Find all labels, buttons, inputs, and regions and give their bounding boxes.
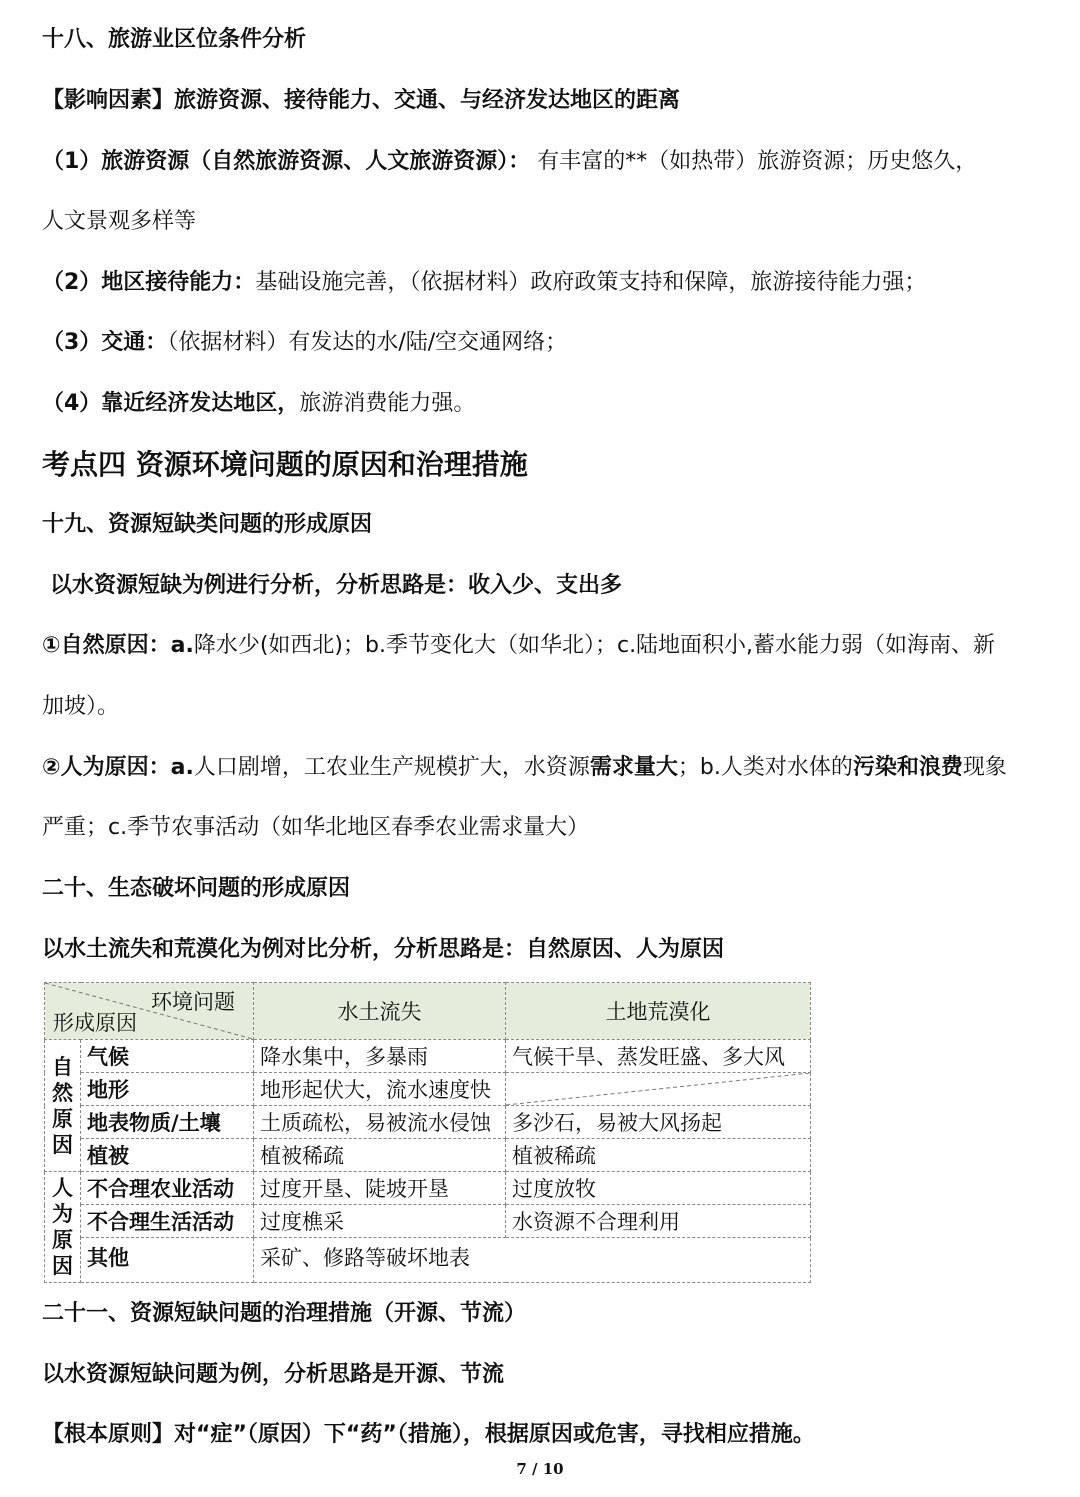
- soil-erosion-cell: 过度开垦、陡坡开垦: [254, 1172, 506, 1205]
- column-header-soil-erosion: 水土流失: [254, 983, 506, 1040]
- desertification-cell: 水资源不合理利用: [506, 1205, 811, 1238]
- human-causes-cont: 严重；c.季节农事活动（如华北地区春季农业需求量大）: [42, 815, 590, 840]
- section-18-point-4: [42, 389, 1060, 419]
- point-2-text: 基础设施完善，（依据材料）政府政策支持和保障，旅游接待能力强；: [255, 270, 927, 295]
- section-18-point-3: [42, 328, 1060, 358]
- page-number: 7 / 10: [516, 1460, 564, 1478]
- natural-causes-text: 降水少(如西北)；b.季节变化大（如华北）；c.陆地面积小,蓄水能力弱（如海南、新: [193, 633, 996, 658]
- point-3-text: （依据材料）有发达的水/陆/空交通网络；: [167, 330, 568, 355]
- factor-cell: 地表物质/土壤: [81, 1106, 254, 1139]
- section-21-intro: 以水资源短缺问题为例，分析思路是开源、节流: [42, 1362, 505, 1387]
- empty-cell-diagonal-line: [506, 1073, 810, 1105]
- section-18-point-1: [42, 147, 1060, 177]
- factor-cell: 地形: [81, 1073, 254, 1106]
- point-4-text: 旅游消费能力强。: [299, 391, 476, 416]
- section-18-point-2: [42, 268, 1060, 298]
- corner-top-label: 环境问题: [151, 990, 235, 1014]
- comparison-table: [44, 982, 811, 1283]
- factor-cell: 不合理生活活动: [81, 1205, 254, 1238]
- human-causes-label: ②人为原因：: [42, 755, 171, 780]
- section-18-title: 十八、旅游业区位条件分析: [42, 27, 307, 52]
- section-18-factors: 【影响因素】旅游资源、接待能力、交通、与经济发达地区的距离: [42, 88, 681, 113]
- desertification-cell: 多沙石，易被大风扬起: [506, 1106, 811, 1139]
- natural-causes-label: ①自然原因：: [42, 633, 171, 658]
- column-header-desertification: 土地荒漠化: [506, 983, 811, 1040]
- factor-cell: 不合理农业活动: [81, 1172, 254, 1205]
- point-2-label: （2）地区接待能力：: [42, 270, 256, 295]
- section-19-intro: 以水资源短缺为例进行分析，分析思路是：收入少、支出多: [50, 573, 623, 598]
- natural-causes-cont: 加坡）。: [42, 694, 120, 719]
- factor-cell: 气候: [81, 1040, 254, 1073]
- point-3-label: （3）交通：: [42, 330, 168, 355]
- soil-erosion-cell: 降水集中，多暴雨: [254, 1040, 506, 1073]
- factor-cell: 植被: [81, 1139, 254, 1172]
- soil-erosion-cell: 土质疏松，易被流水侵蚀: [254, 1106, 506, 1139]
- group-natural-causes: 自 然 原 因: [45, 1040, 81, 1172]
- group-human-causes: 人 为 原 因: [45, 1172, 81, 1283]
- point-1-text: 有丰富的**（如热带）旅游资源；历史悠久，: [530, 149, 978, 174]
- corner-bottom-label: 形成原因: [53, 1011, 137, 1035]
- soil-erosion-cell: 地形起伏大，流水速度快: [254, 1073, 506, 1106]
- key-point-4-title: 考点四 资源环境问题的原因和治理措施: [42, 448, 528, 481]
- table-corner-cell: [45, 983, 254, 1040]
- table-row: [45, 1073, 811, 1106]
- desertification-cell: 植被稀疏: [506, 1139, 811, 1172]
- table-row: [45, 1106, 811, 1139]
- natural-causes: ①自然原因：a.降水少(如西北)；b.季节变化大（如华北）；c.陆地面积小,蓄水能力弱（如海南、新: [42, 633, 996, 658]
- table-row: [45, 1040, 811, 1073]
- factor-cell: 其他: [81, 1238, 254, 1283]
- section-20-title: 二十、生态破坏问题的形成原因: [42, 876, 351, 901]
- table-row: [45, 1172, 811, 1205]
- desertification-cell: 气候干旱、蒸发旺盛、多大风: [506, 1040, 811, 1073]
- section-18-point-1-cont: 人文景观多样等: [42, 209, 197, 234]
- desertification-cell: 过度放牧: [506, 1172, 811, 1205]
- desertification-cell-empty: [506, 1073, 811, 1106]
- table-row: [45, 1139, 811, 1172]
- section-20-intro: 以水土流失和荒漠化为例对比分析，分析思路是：自然原因、人为原因: [42, 937, 725, 962]
- soil-erosion-cell: 过度樵采: [254, 1205, 506, 1238]
- human-causes: ②人为原因：a.人口剧增，工农业生产规模扩大，水资源需求量大；b.人类对水体的污染和浪费现象: [42, 755, 1007, 780]
- table-row: [45, 1205, 811, 1238]
- table-row: [45, 1238, 811, 1283]
- table-header-row: [45, 983, 811, 1040]
- section-19-title: 十九、资源短缺类问题的形成原因: [42, 512, 373, 537]
- point-1-label: （1）旅游资源（自然旅游资源、人文旅游资源）：: [42, 149, 531, 174]
- section-21-title: 二十一、资源短缺问题的治理措施（开源、节流）: [42, 1301, 527, 1326]
- merged-cell: 采矿、修路等破坏地表: [254, 1238, 811, 1283]
- soil-erosion-cell: 植被稀疏: [254, 1139, 506, 1172]
- point-4-label: （4）靠近经济发达地区，: [42, 391, 300, 416]
- section-21-principle: 【根本原则】对“症”（原因）下“药”（措施），根据原因或危害，寻找相应措施。: [42, 1422, 815, 1447]
